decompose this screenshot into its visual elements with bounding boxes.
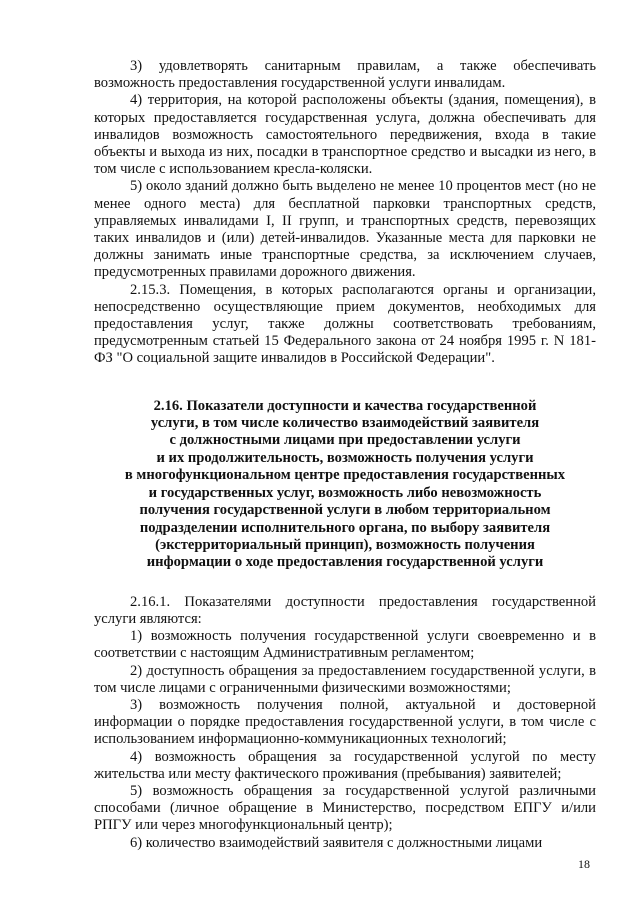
heading-line: получения государственной услуги в любом территориальном <box>139 502 551 519</box>
body-bottom <box>94 594 596 852</box>
body-top <box>94 58 596 368</box>
paragraph: 4) территория, на которой расположены объекты (здания, помещения), в которых предоставляется государственная услуга, должна обеспечивать для инвалидов возможность самостоятельного передвижения, входа в такие объекты и выхода из них, посадки в транспортное средство и высадки из него, в том числе с использованием кресла-коляски. <box>94 92 596 178</box>
section-heading <box>94 398 596 572</box>
heading-line: с должностными лицами при предоставлении услуги <box>169 432 521 449</box>
paragraph: 2.15.3. Помещения, в которых располагаются органы и организации, непосредственно осуществляющие прием документов, необходимых для предоставления услуг, также должны соответствовать требованиям, предусмотренным статьей 15 Федерального закона от 24 ноября 1995 г. N 181-ФЗ "О социальной защите инвалидов в Российской Федерации". <box>94 281 596 367</box>
paragraph: 5) около зданий должно быть выделено не менее 10 процентов мест (но не менее одного места) для бесплатной парковки транспортных средств, управляемых инвалидами I, II групп, и транспортных средств, перевозящих таких инвалидов и (или) детей-инвалидов. Указанные места для парковки не должны занимать иные транспортные средства, за исключением случаев, предусмотренных правилами дорожного движения. <box>94 178 596 281</box>
paragraph: 3) удовлетворять санитарным правилам, а также обеспечивать возможность предоставления государственной услуги инвалидам. <box>94 58 596 92</box>
heading-line: услуги, в том числе количество взаимодействий заявителя <box>150 415 540 432</box>
heading-line: (экстерриториальный принцип), возможность получения <box>155 536 535 553</box>
paragraph: 6) количество взаимодействий заявителя с должностными лицами <box>130 834 543 851</box>
heading-line: 2.16. Показатели доступности и качества государственной <box>153 397 537 414</box>
paragraph: 1) возможность получения государственной услуги своевременно и в соответствии с настоящим Административным регламентом; <box>94 628 596 662</box>
paragraph: 3) возможность получения полной, актуальной и достоверной информации о порядке предоставления государственной услуги, в том числе с использованием информационно-коммуникационных технологий; <box>94 696 596 748</box>
heading-line: и государственных услуг, возможность либо невозможность <box>148 484 542 501</box>
heading-line: и их продолжительность, возможность получения услуги <box>156 449 534 466</box>
heading-line: информации о ходе предоставления государственной услуги <box>146 554 544 571</box>
page-number: 18 <box>578 857 590 871</box>
paragraph: 4) возможность обращения за государственной услугой по месту жительства или месту фактического проживания (пребывания) заявителей; <box>94 748 596 782</box>
heading-line: в многофункциональном центре предоставления государственных <box>124 467 566 484</box>
paragraph: 5) возможность обращения за государственной услугой различными способами (личное обращение в Министерство, посредством ЕПГУ и/или РПГУ или через многофункциональный центр); <box>94 782 596 834</box>
heading-line: подразделении исполнительного органа, по выбору заявителя <box>139 519 551 536</box>
paragraph: 2.16.1. Показателями доступности предоставления государственной услуги являются: <box>94 593 596 627</box>
paragraph: 2) доступность обращения за предоставлением государственной услуги, в том числе лицами с ограниченными физическими возможностями; <box>94 662 596 696</box>
